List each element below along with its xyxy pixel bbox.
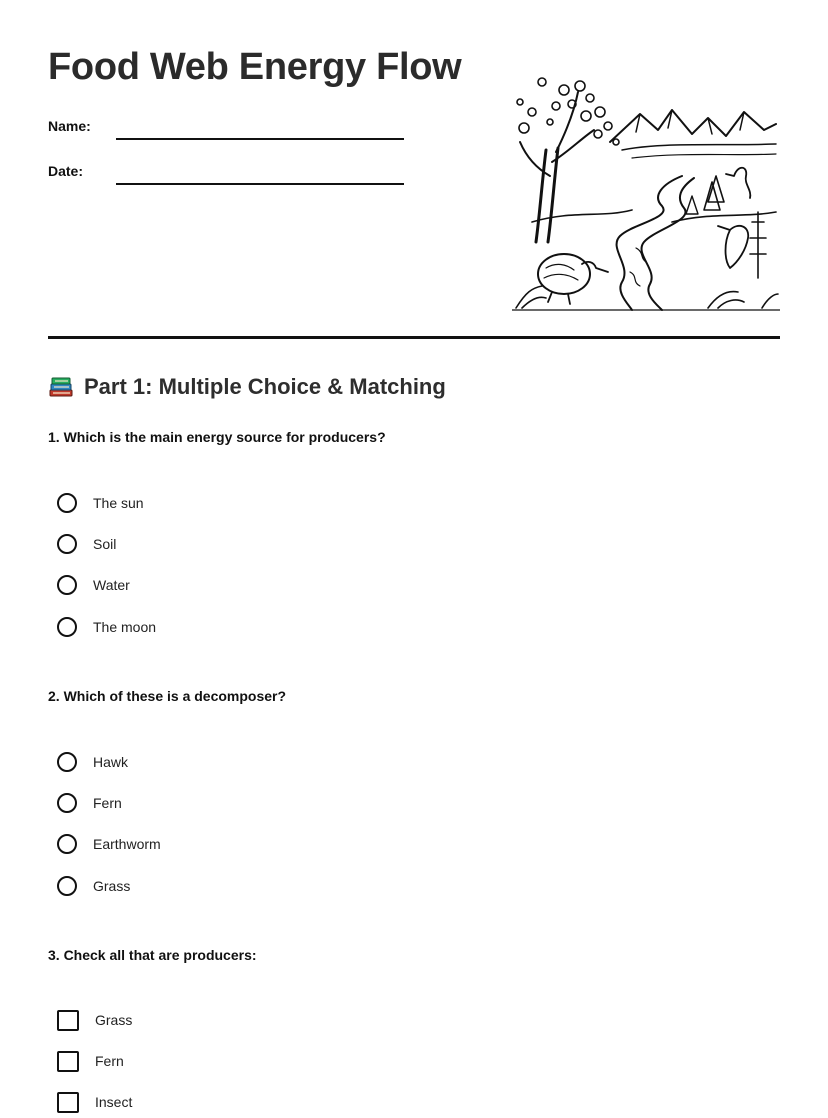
option-label: Fern xyxy=(93,795,122,811)
q2-option-3[interactable] xyxy=(57,831,161,857)
option-label: Grass xyxy=(95,1012,133,1028)
radio-button[interactable] xyxy=(57,752,77,772)
date-line[interactable] xyxy=(116,183,404,185)
header-divider xyxy=(48,336,780,339)
question-2: 2. Which of these is a decomposer? xyxy=(48,688,287,704)
name-label: Name: xyxy=(48,118,91,134)
q3-option-1[interactable] xyxy=(57,1007,132,1033)
part1-title: Part 1: Multiple Choice & Matching xyxy=(84,374,446,399)
q2-option-1[interactable] xyxy=(57,749,128,775)
q1-option-4[interactable] xyxy=(57,614,156,640)
checkbox[interactable] xyxy=(57,1010,79,1031)
q2-option-4[interactable] xyxy=(57,873,130,899)
checkbox[interactable] xyxy=(57,1051,79,1072)
option-label: The sun xyxy=(93,495,144,511)
option-label: Insect xyxy=(95,1094,133,1110)
radio-button[interactable] xyxy=(57,834,77,854)
question-3: 3. Check all that are producers: xyxy=(48,947,257,963)
option-label: Water xyxy=(93,577,130,593)
radio-button[interactable] xyxy=(57,534,77,554)
q1-option-3[interactable] xyxy=(57,572,130,598)
name-field[interactable] xyxy=(48,118,408,142)
radio-button[interactable] xyxy=(57,876,77,896)
q1-option-2[interactable] xyxy=(57,531,116,557)
date-field[interactable] xyxy=(48,163,408,187)
option-label: Earthworm xyxy=(93,836,161,852)
radio-button[interactable] xyxy=(57,493,77,513)
worksheet-title: Food Web Energy Flow xyxy=(48,46,462,88)
radio-button[interactable] xyxy=(57,575,77,595)
option-label: Soil xyxy=(93,536,117,552)
q3-option-3[interactable] xyxy=(57,1089,132,1115)
checkbox[interactable] xyxy=(57,1092,79,1113)
name-line[interactable] xyxy=(116,138,404,140)
part1-heading xyxy=(48,374,446,400)
option-label: Grass xyxy=(93,878,131,894)
option-label: Hawk xyxy=(93,754,129,770)
option-label: Fern xyxy=(95,1053,124,1069)
q1-option-1[interactable] xyxy=(57,490,144,516)
option-label: The moon xyxy=(93,619,157,635)
question-1: 1. Which is the main energy source for producers? xyxy=(48,429,386,445)
radio-button[interactable] xyxy=(57,617,77,637)
q2-option-2[interactable] xyxy=(57,790,122,816)
radio-button[interactable] xyxy=(57,793,77,813)
date-label: Date: xyxy=(48,163,84,179)
q3-option-2[interactable] xyxy=(57,1048,124,1074)
books-icon xyxy=(48,375,74,399)
nature-landscape-illustration xyxy=(512,72,780,312)
